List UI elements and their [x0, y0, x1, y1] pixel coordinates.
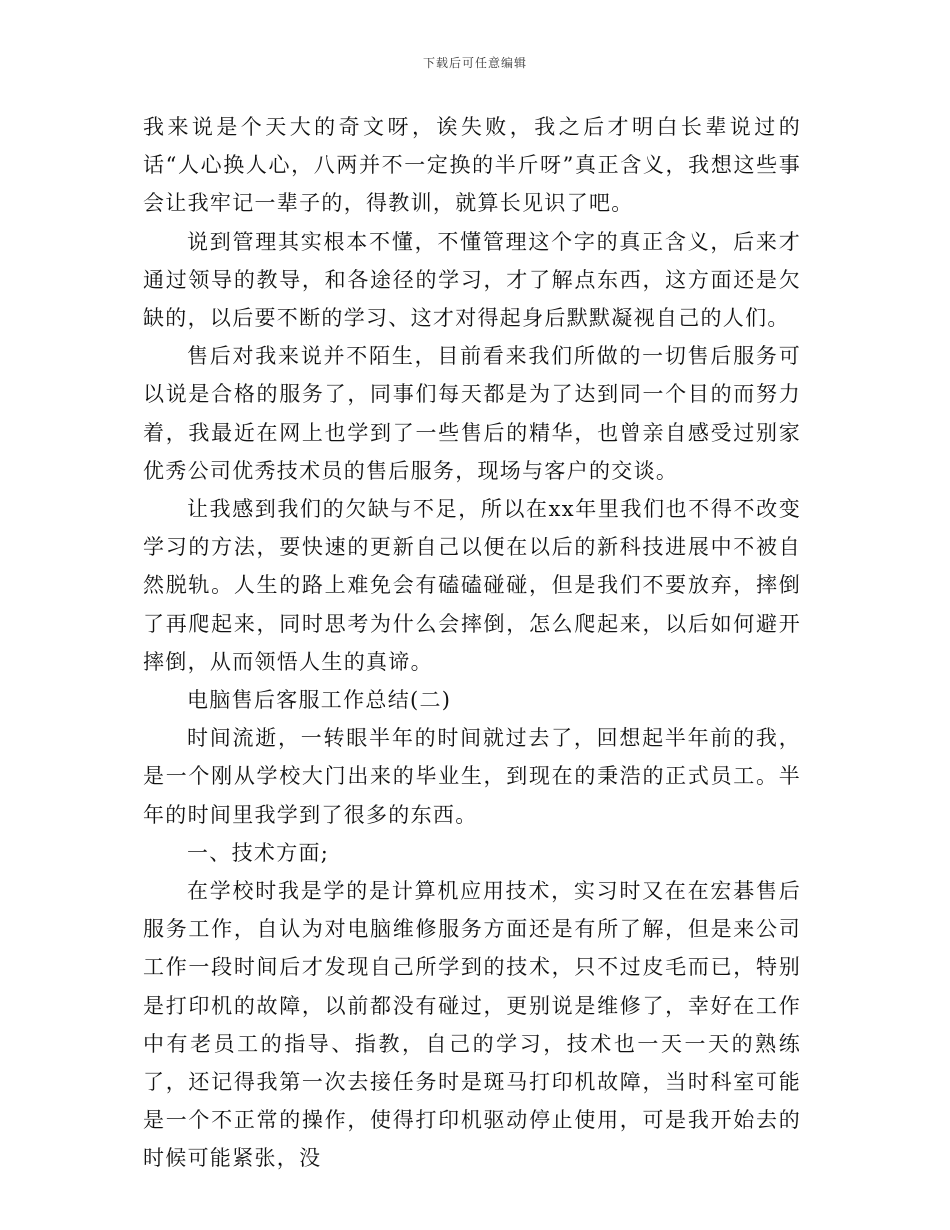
subsection-heading: 一、技术方面; — [187, 840, 330, 865]
paragraph: 让我感到我们的欠缺与不足，所以在xx年里我们也不得不改变学习的方法，要快速的更新自己以便在以后的新科技进展中不被自然脱轨。人生的路上难免会有磕磕碰碰，但是我们不要放弃，摔倒了再爬起来，同时思考为什么会摔倒，怎么爬起来，以后如何避开摔倒，从而领悟人生的真谛。 — [143, 497, 801, 674]
paragraph: 我来说是个天大的奇文呀，诶失败，我之后才明白长辈说过的话“人心换人心，八两并不一定换的半斤呀”真正含义，我想这些事会让我牢记一辈子的，得教训，就算长见识了吧。 — [143, 115, 801, 216]
paragraph: 说到管理其实根本不懂，不懂管理这个字的真正含义，后来才通过领导的教导，和各途径的学习，才了解点东西，这方面还是欠缺的，以后要不断的学习、这才对得起身后默默凝视自己的人们。 — [143, 229, 801, 331]
header-note: 下载后可任意编辑 — [422, 56, 527, 70]
paragraph: 在学校时我是学的是计算机应用技术，实习时又在在宏碁售后服务工作，自认为对电脑维修服务方面还是有所了解，但是来公司工作一段时间后才发现自己所学到的技术，只不过皮毛而已，特别是打印机的故障，以前都没有碰过，更别说是维修了，幸好在工作中有老员工的指导、指教，自己的学习，技术也一天一天的熟练了，还记得我第一次去接任务时是斑马打印机故障，当时科室可能是一个不正常的操作，使得打印机驱动停止使用，可是我开始去的时候可能紧张，没 — [143, 879, 801, 1171]
document-body — [143, 108, 801, 1178]
paragraph: 时间流逝，一转眼半年的时间就过去了，回想起半年前的我，是一个刚从学校大门出来的毕业生，到现在的秉浩的正式员工。半年的时间里我学到了很多的东西。 — [143, 726, 801, 827]
paragraph: 售后对我来说并不陌生，目前看来我们所做的一切售后服务可以说是合格的服务了，同事们每天都是为了达到同一个目的而努力着，我最近在网上也学到了一些售后的精华，也曾亲自感受过别家优秀公司优秀技术员的售后服务，现场与客户的交谈。 — [143, 344, 801, 483]
section-title: 电脑售后客服工作总结(二) — [187, 688, 452, 713]
